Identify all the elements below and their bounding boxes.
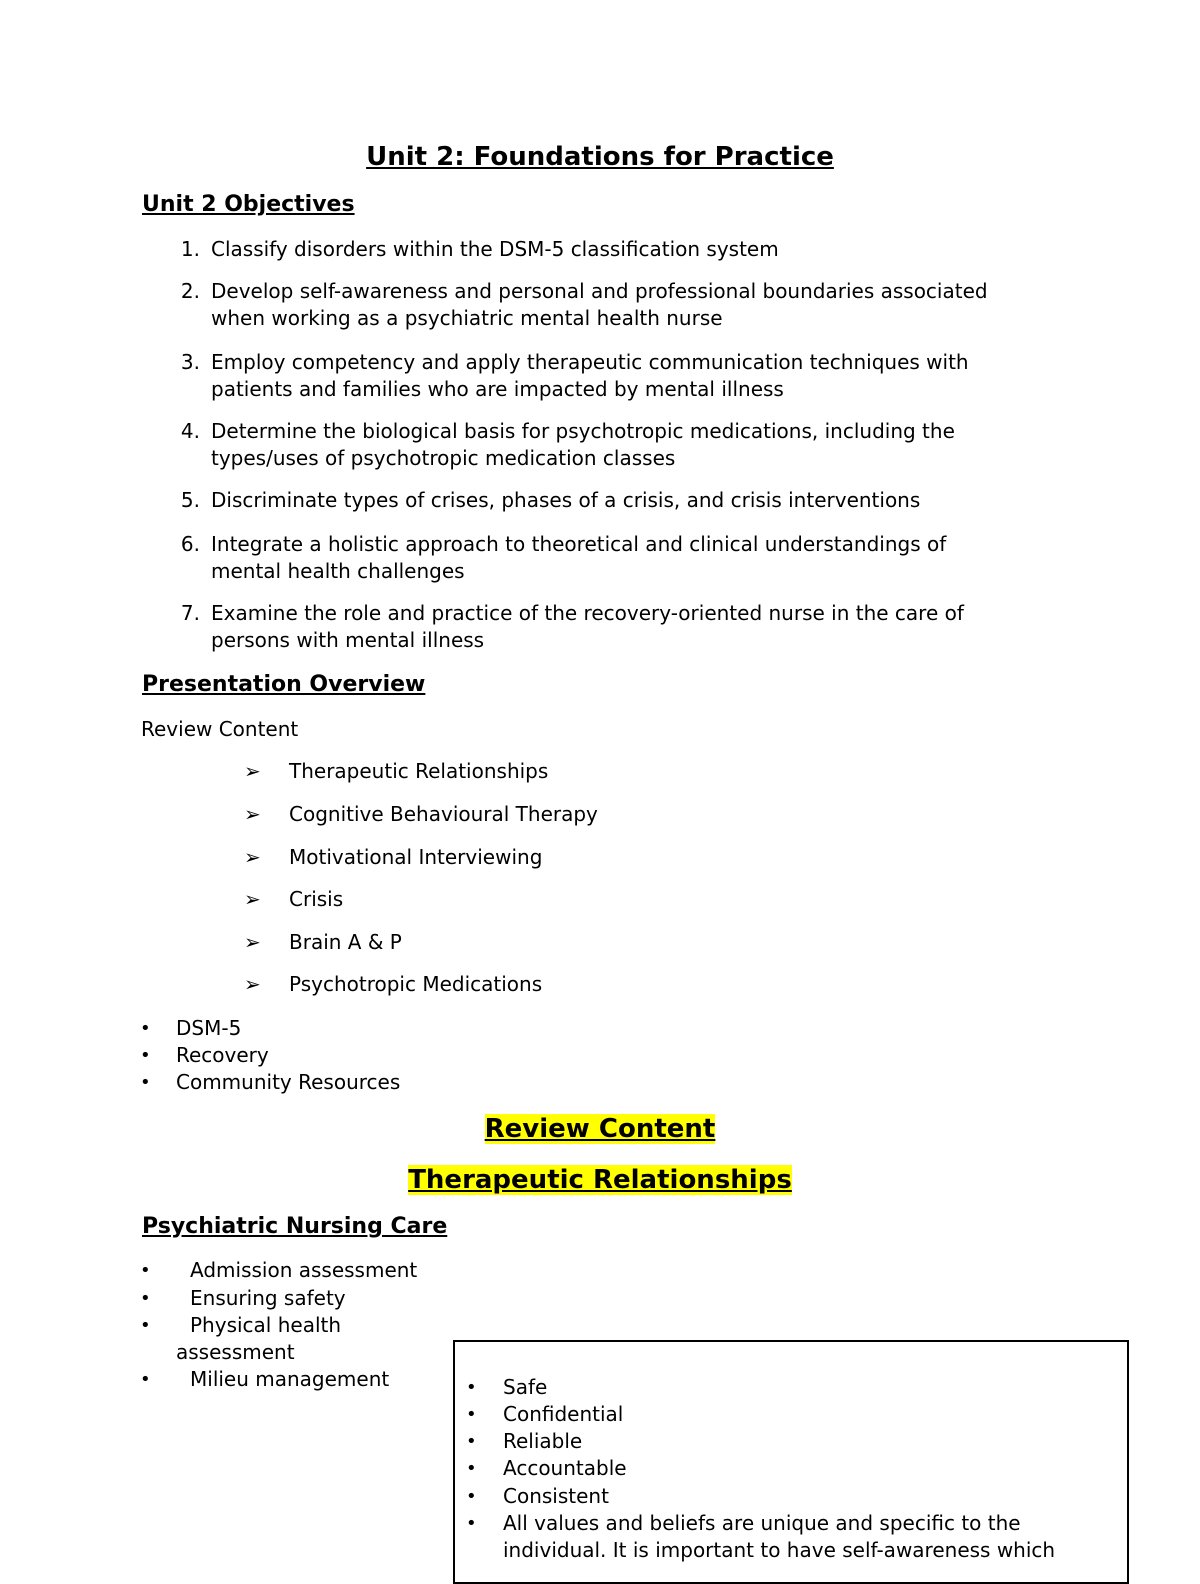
objective-text: types/uses of psychotropic medication classes bbox=[211, 446, 676, 470]
bullet-icon: • bbox=[140, 1288, 151, 1309]
bullet-icon: • bbox=[140, 1018, 151, 1039]
bullet-icon: • bbox=[466, 1377, 477, 1398]
bullet-icon: • bbox=[140, 1315, 151, 1336]
overview-arrow-item: Psychotropic Medications bbox=[289, 972, 543, 996]
overview-arrow-item: Brain A & P bbox=[289, 930, 402, 954]
bullet-icon: • bbox=[466, 1513, 477, 1534]
qualities-item: Consistent bbox=[503, 1484, 609, 1508]
objective-text: when working as a psychiatric mental health nurse bbox=[211, 306, 723, 330]
bullet-icon: • bbox=[140, 1045, 151, 1066]
arrow-bullet-icon: ➢ bbox=[244, 802, 261, 826]
objective-number: 1. bbox=[180, 237, 200, 261]
bullet-icon: • bbox=[466, 1404, 477, 1425]
bullet-icon: • bbox=[140, 1072, 151, 1093]
therapeutic-relationships-highlight: Therapeutic Relationships bbox=[408, 1165, 792, 1195]
objective-number: 5. bbox=[180, 488, 200, 512]
objective-text: persons with mental illness bbox=[211, 628, 485, 652]
qualities-item: Safe bbox=[503, 1375, 548, 1399]
bullet-icon: • bbox=[140, 1260, 151, 1281]
qualities-item: individual. It is important to have self-awareness which bbox=[503, 1538, 1056, 1562]
overview-arrow-item: Cognitive Behavioural Therapy bbox=[289, 802, 598, 826]
arrow-bullet-icon: ➢ bbox=[244, 759, 261, 783]
objective-text: Employ competency and apply therapeutic communication techniques with bbox=[211, 350, 969, 374]
objective-text: mental health challenges bbox=[211, 559, 465, 583]
therapeutic-relationships-heading bbox=[0, 1163, 1200, 1197]
objective-text: Discriminate types of crises, phases of a crisis, and crisis interventions bbox=[211, 488, 921, 512]
qualities-item: Accountable bbox=[503, 1456, 627, 1480]
objective-text: patients and families who are impacted by mental illness bbox=[211, 377, 784, 401]
overview-arrow-item: Therapeutic Relationships bbox=[289, 759, 549, 783]
nursing-care-item: Ensuring safety bbox=[190, 1286, 346, 1310]
page-title: Unit 2: Foundations for Practice bbox=[366, 142, 834, 172]
overview-arrow-item: Crisis bbox=[289, 887, 344, 911]
bullet-icon: • bbox=[466, 1431, 477, 1452]
objective-text: Develop self-awareness and personal and professional boundaries associated bbox=[211, 279, 988, 303]
nursing-care-item: Physical health bbox=[190, 1313, 342, 1337]
bullet-icon: • bbox=[466, 1458, 477, 1479]
objective-number: 4. bbox=[180, 419, 200, 443]
nursing-care-item: Milieu management bbox=[190, 1367, 390, 1391]
review-content-heading bbox=[0, 1112, 1200, 1146]
overview-bullet-item: Community Resources bbox=[176, 1070, 401, 1094]
objective-text: Integrate a holistic approach to theoretical and clinical understandings of bbox=[211, 532, 947, 556]
nursing-care-item: Admission assessment bbox=[190, 1258, 418, 1282]
arrow-bullet-icon: ➢ bbox=[244, 845, 261, 869]
review-content-highlight: Review Content bbox=[484, 1114, 716, 1144]
overview-bullet-item: Recovery bbox=[176, 1043, 269, 1067]
objective-number: 6. bbox=[180, 532, 200, 556]
qualities-item: Reliable bbox=[503, 1429, 583, 1453]
arrow-bullet-icon: ➢ bbox=[244, 887, 261, 911]
objective-number: 3. bbox=[180, 350, 200, 374]
review-content-label: Review Content bbox=[141, 717, 299, 741]
nursing-care-heading: Psychiatric Nursing Care bbox=[142, 1214, 448, 1239]
objective-text: Classify disorders within the DSM-5 classification system bbox=[211, 237, 779, 261]
objectives-heading: Unit 2 Objectives bbox=[142, 192, 355, 217]
objective-number: 2. bbox=[180, 279, 200, 303]
objective-number: 7. bbox=[180, 601, 200, 625]
nursing-care-item: assessment bbox=[176, 1340, 295, 1364]
qualities-item: Confidential bbox=[503, 1402, 624, 1426]
arrow-bullet-icon: ➢ bbox=[244, 972, 261, 996]
objective-text: Examine the role and practice of the recovery-oriented nurse in the care of bbox=[211, 601, 964, 625]
bullet-icon: • bbox=[466, 1486, 477, 1507]
overview-heading: Presentation Overview bbox=[142, 672, 426, 697]
overview-arrow-item: Motivational Interviewing bbox=[289, 845, 543, 869]
bullet-icon: • bbox=[140, 1369, 151, 1390]
overview-bullet-item: DSM-5 bbox=[176, 1016, 242, 1040]
objective-text: Determine the biological basis for psychotropic medications, including the bbox=[211, 419, 955, 443]
qualities-item: All values and beliefs are unique and specific to the bbox=[503, 1511, 1021, 1535]
arrow-bullet-icon: ➢ bbox=[244, 930, 261, 954]
